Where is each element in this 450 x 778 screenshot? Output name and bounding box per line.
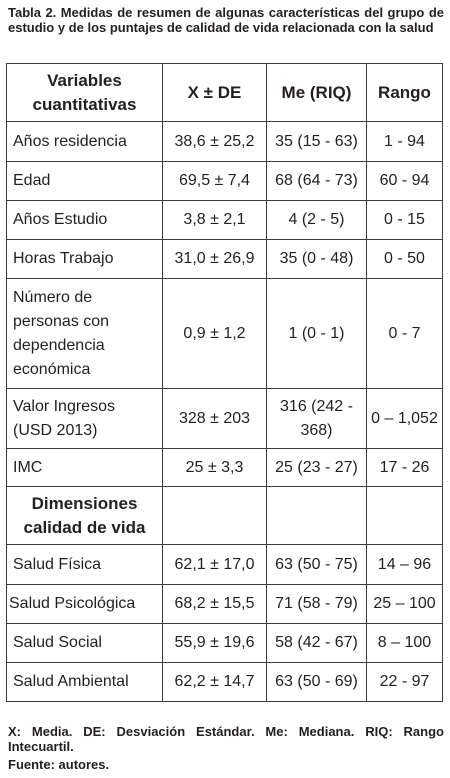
row-range: 8 – 100 <box>367 624 443 663</box>
table-row <box>7 585 443 624</box>
row-range: 25 – 100 <box>367 585 443 624</box>
row-label: Años residencia <box>7 122 163 162</box>
row-median: 4 (2 - 5) <box>267 201 367 240</box>
table-row <box>7 624 443 663</box>
row-mean: 38,6 ± 25,2 <box>163 122 267 162</box>
row-label: Salud Ambiental <box>7 663 163 702</box>
row-range: 0 – 1,052 <box>367 389 443 449</box>
row-median: 63 (50 - 69) <box>267 663 367 702</box>
section-header-empty <box>367 487 443 545</box>
row-median: 68 (64 - 73) <box>267 162 367 201</box>
row-label: Valor Ingresos (USD 2013) <box>7 389 163 449</box>
section-header-row <box>7 487 443 545</box>
table-row <box>7 449 443 487</box>
table-row <box>7 545 443 585</box>
table-row <box>7 279 443 389</box>
row-label: Salud Social <box>7 624 163 663</box>
row-mean: 68,2 ± 15,5 <box>163 585 267 624</box>
row-mean: 62,1 ± 17,0 <box>163 545 267 585</box>
row-mean: 55,9 ± 19,6 <box>163 624 267 663</box>
row-mean: 3,8 ± 2,1 <box>163 201 267 240</box>
row-mean: 0,9 ± 1,2 <box>163 279 267 389</box>
row-range: 0 - 15 <box>367 201 443 240</box>
row-range: 0 - 7 <box>367 279 443 389</box>
row-mean: 31,0 ± 26,9 <box>163 240 267 279</box>
table-footnote: X: Media. DE: Desviación Estándar. Me: Mediana. RIQ: Rango Intecuartil. <box>8 724 444 754</box>
row-mean: 328 ± 203 <box>163 389 267 449</box>
table-row <box>7 122 443 162</box>
header-range: Rango <box>367 64 443 122</box>
row-median: 35 (0 - 48) <box>267 240 367 279</box>
row-median: 316 (242 - 368) <box>267 389 367 449</box>
row-median: 71 (58 - 79) <box>267 585 367 624</box>
table-row <box>7 162 443 201</box>
table-source: Fuente: autores. <box>8 757 110 772</box>
row-label: Horas Trabajo <box>7 240 163 279</box>
row-range: 60 - 94 <box>367 162 443 201</box>
row-range: 1 - 94 <box>367 122 443 162</box>
row-label: Salud Psicológica <box>7 585 163 624</box>
row-label: IMC <box>7 449 163 487</box>
header-mean: X ± DE <box>163 64 267 122</box>
row-range: 0 - 50 <box>367 240 443 279</box>
row-label: Edad <box>7 162 163 201</box>
row-median: 25 (23 - 27) <box>267 449 367 487</box>
row-label: Número de personas con dependencia económica <box>7 279 163 389</box>
row-median: 35 (15 - 63) <box>267 122 367 162</box>
row-mean: 62,2 ± 14,7 <box>163 663 267 702</box>
table-caption: Tabla 2. Medidas de resumen de algunas características del grupo de estudio y de los puntajes de calidad de vida relacionada con la salud <box>8 5 444 35</box>
table-row <box>7 201 443 240</box>
row-range: 17 - 26 <box>367 449 443 487</box>
section-header-quality-of-life: Dimensiones calidad de vida <box>7 487 163 545</box>
summary-table <box>6 63 443 702</box>
row-label: Salud Física <box>7 545 163 585</box>
row-range: 22 - 97 <box>367 663 443 702</box>
table-row <box>7 240 443 279</box>
table-row <box>7 389 443 449</box>
header-median: Me (RIQ) <box>267 64 367 122</box>
row-label: Años Estudio <box>7 201 163 240</box>
header-variables: Variables cuantitativas <box>7 64 163 122</box>
row-mean: 69,5 ± 7,4 <box>163 162 267 201</box>
row-median: 58 (42 - 67) <box>267 624 367 663</box>
row-median: 63 (50 - 75) <box>267 545 367 585</box>
table-header-row <box>7 64 443 122</box>
row-range: 14 – 96 <box>367 545 443 585</box>
section-header-empty <box>267 487 367 545</box>
row-mean: 25 ± 3,3 <box>163 449 267 487</box>
table-row <box>7 663 443 702</box>
section-header-empty <box>163 487 267 545</box>
row-median: 1 (0 - 1) <box>267 279 367 389</box>
